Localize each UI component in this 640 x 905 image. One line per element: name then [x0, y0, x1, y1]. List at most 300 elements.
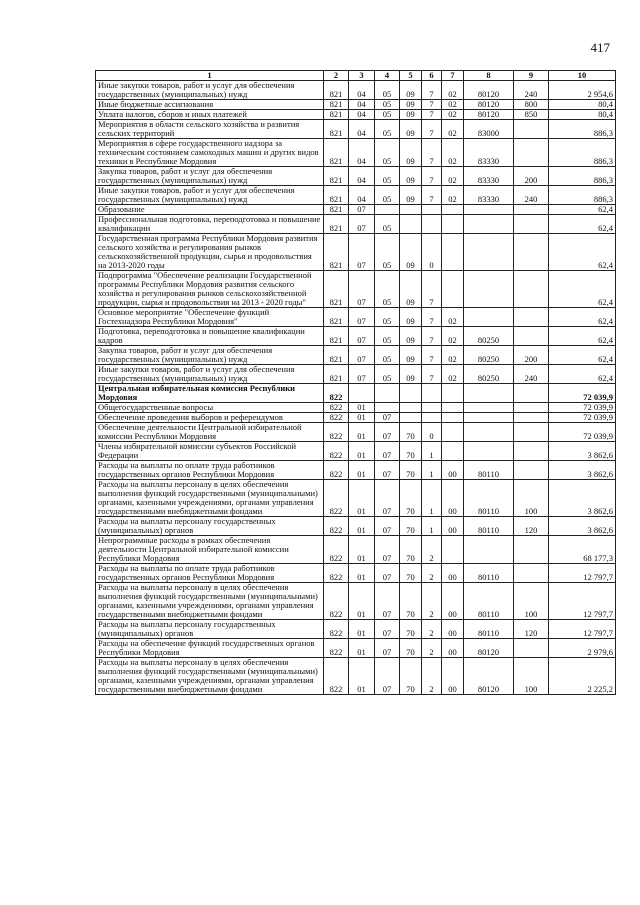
section-code-cell: 04 — [349, 81, 375, 100]
subsection-code-cell: 05 — [375, 346, 400, 365]
item-name-cell: Государственная программа Республики Мордовия развития сельского хозяйства и регулирования рынков сельскохозяйственной продукции, сырья и продовольствия на 2013-2020 годы — [96, 234, 324, 271]
subprogram-code-cell: 7 — [422, 139, 442, 167]
subsection-code-cell: 07 — [375, 564, 400, 583]
direction-code-cell — [464, 536, 514, 564]
amount-cell: 886,3 — [549, 167, 616, 186]
column-header: 7 — [442, 71, 464, 81]
subsection-code-cell: 05 — [375, 186, 400, 205]
admin-code-cell: 822 — [324, 564, 349, 583]
section-code-cell: 04 — [349, 186, 375, 205]
subsection-code-cell: 07 — [375, 480, 400, 517]
subsection-code-cell: 07 — [375, 423, 400, 442]
item-name-cell: Расходы на выплаты персоналу в целях обеспечения выполнения функций государственными (муниципальными) органами, казенными учреждениями, органами управления государственными внебюджетными фондами — [96, 583, 324, 620]
expense-type-cell — [514, 536, 549, 564]
admin-code-cell: 821 — [324, 110, 349, 120]
amount-cell: 3 862,6 — [549, 517, 616, 536]
table-row — [96, 413, 616, 423]
admin-code-cell: 822 — [324, 461, 349, 480]
admin-code-cell: 821 — [324, 186, 349, 205]
admin-code-cell: 822 — [324, 639, 349, 658]
table-row — [96, 205, 616, 215]
expense-type-cell: 240 — [514, 186, 549, 205]
program-code-cell: 09 — [400, 327, 422, 346]
amount-cell: 62,4 — [549, 271, 616, 308]
item-name-cell: Уплата налогов, сборов и иных платежей — [96, 110, 324, 120]
section-code-cell: 04 — [349, 139, 375, 167]
amount-cell: 12 797,7 — [549, 564, 616, 583]
table-row — [96, 423, 616, 442]
subprogram-code-cell: 7 — [422, 81, 442, 100]
table-row — [96, 564, 616, 583]
subprogram-code-cell: 7 — [422, 346, 442, 365]
section-code-cell: 01 — [349, 620, 375, 639]
section-code-cell: 04 — [349, 167, 375, 186]
subsection-code-cell: 07 — [375, 639, 400, 658]
section-code-cell: 01 — [349, 639, 375, 658]
program-code-cell: 70 — [400, 564, 422, 583]
subsection-code-cell: 05 — [375, 234, 400, 271]
subprogram-code-cell: 2 — [422, 639, 442, 658]
direction-code-cell — [464, 234, 514, 271]
event-code-cell: 02 — [442, 365, 464, 384]
expense-type-cell — [514, 564, 549, 583]
subsection-code-cell — [375, 205, 400, 215]
expense-type-cell: 200 — [514, 167, 549, 186]
subsection-code-cell: 05 — [375, 120, 400, 139]
event-code-cell: 00 — [442, 583, 464, 620]
section-code-cell: 01 — [349, 442, 375, 461]
item-name-cell: Непрограммные расходы в рамках обеспечения деятельности Центральной избирательной комиссии Республики Мордовия — [96, 536, 324, 564]
subprogram-code-cell — [422, 413, 442, 423]
program-code-cell: 09 — [400, 186, 422, 205]
section-code-cell: 04 — [349, 110, 375, 120]
subprogram-code-cell: 7 — [422, 167, 442, 186]
amount-cell: 886,3 — [549, 139, 616, 167]
subsection-code-cell: 05 — [375, 81, 400, 100]
column-header: 2 — [324, 71, 349, 81]
program-code-cell: 70 — [400, 620, 422, 639]
admin-code-cell: 822 — [324, 658, 349, 695]
table-row — [96, 215, 616, 234]
amount-cell: 886,3 — [549, 186, 616, 205]
expense-type-cell — [514, 215, 549, 234]
table-row — [96, 110, 616, 120]
program-code-cell: 70 — [400, 658, 422, 695]
section-code-cell: 01 — [349, 517, 375, 536]
expense-type-cell — [514, 413, 549, 423]
amount-cell: 62,4 — [549, 215, 616, 234]
section-code-cell: 01 — [349, 536, 375, 564]
expense-type-cell — [514, 327, 549, 346]
section-code-cell: 01 — [349, 564, 375, 583]
subsection-code-cell: 05 — [375, 308, 400, 327]
event-code-cell — [442, 234, 464, 271]
event-code-cell: 00 — [442, 480, 464, 517]
subprogram-code-cell: 2 — [422, 564, 442, 583]
subsection-code-cell — [375, 384, 400, 403]
table-row — [96, 480, 616, 517]
direction-code-cell: 83000 — [464, 120, 514, 139]
amount-cell: 72 039,9 — [549, 403, 616, 413]
section-code-cell: 01 — [349, 583, 375, 620]
event-code-cell: 02 — [442, 100, 464, 110]
subprogram-code-cell: 2 — [422, 583, 442, 620]
subsection-code-cell — [375, 403, 400, 413]
table-row — [96, 167, 616, 186]
subsection-code-cell: 07 — [375, 442, 400, 461]
event-code-cell — [442, 442, 464, 461]
subsection-code-cell: 05 — [375, 365, 400, 384]
item-name-cell: Профессиональная подготовка, переподготовка и повышение квалификации — [96, 215, 324, 234]
subsection-code-cell: 05 — [375, 110, 400, 120]
subprogram-code-cell: 7 — [422, 308, 442, 327]
item-name-cell: Расходы на выплаты персоналу государственных (муниципальных) органов — [96, 517, 324, 536]
expense-type-cell — [514, 442, 549, 461]
section-code-cell: 01 — [349, 413, 375, 423]
item-name-cell: Центральная избирательная комиссия Республики Мордовия — [96, 384, 324, 403]
event-code-cell: 02 — [442, 327, 464, 346]
program-code-cell: 09 — [400, 110, 422, 120]
program-code-cell: 09 — [400, 167, 422, 186]
expense-type-cell — [514, 461, 549, 480]
table-row — [96, 346, 616, 365]
admin-code-cell: 822 — [324, 536, 349, 564]
subsection-code-cell: 05 — [375, 100, 400, 110]
admin-code-cell: 821 — [324, 365, 349, 384]
direction-code-cell: 80110 — [464, 480, 514, 517]
column-header: 6 — [422, 71, 442, 81]
section-code-cell: 07 — [349, 308, 375, 327]
section-code-cell: 01 — [349, 403, 375, 413]
table-row — [96, 81, 616, 100]
program-code-cell: 09 — [400, 271, 422, 308]
column-header: 8 — [464, 71, 514, 81]
direction-code-cell — [464, 205, 514, 215]
amount-cell: 68 177,3 — [549, 536, 616, 564]
admin-code-cell: 822 — [324, 413, 349, 423]
program-code-cell — [400, 205, 422, 215]
table-row — [96, 620, 616, 639]
subprogram-code-cell: 0 — [422, 234, 442, 271]
item-name-cell: Мероприятия в области сельского хозяйства и развития сельских территорий — [96, 120, 324, 139]
event-code-cell: 02 — [442, 308, 464, 327]
item-name-cell: Расходы на выплаты по оплате труда работников государственных органов Республики Мордовия — [96, 564, 324, 583]
event-code-cell: 02 — [442, 110, 464, 120]
amount-cell: 3 862,6 — [549, 461, 616, 480]
admin-code-cell: 821 — [324, 139, 349, 167]
subsection-code-cell: 05 — [375, 139, 400, 167]
event-code-cell: 02 — [442, 346, 464, 365]
expense-type-cell: 120 — [514, 620, 549, 639]
direction-code-cell: 80250 — [464, 346, 514, 365]
program-code-cell — [400, 413, 422, 423]
direction-code-cell — [464, 413, 514, 423]
subprogram-code-cell: 7 — [422, 110, 442, 120]
direction-code-cell — [464, 442, 514, 461]
subprogram-code-cell: 1 — [422, 461, 442, 480]
program-code-cell: 09 — [400, 234, 422, 271]
expense-type-cell — [514, 120, 549, 139]
event-code-cell — [442, 215, 464, 234]
subprogram-code-cell: 2 — [422, 620, 442, 639]
item-name-cell: Иные закупки товаров, работ и услуг для обеспечения государственных (муниципальных) нужд — [96, 81, 324, 100]
direction-code-cell: 80110 — [464, 583, 514, 620]
column-header: 9 — [514, 71, 549, 81]
event-code-cell — [442, 205, 464, 215]
item-name-cell: Расходы на выплаты по оплате труда работников государственных органов Республики Мордовия — [96, 461, 324, 480]
expense-type-cell: 120 — [514, 517, 549, 536]
item-name-cell: Иные закупки товаров, работ и услуг для обеспечения государственных (муниципальных) нужд — [96, 186, 324, 205]
direction-code-cell: 80120 — [464, 81, 514, 100]
item-name-cell: Расходы на выплаты персоналу в целях обеспечения выполнения функций государственными (муниципальными) органами, казенными учреждениями, органами управления государственными внебюджетными фондами — [96, 658, 324, 695]
program-code-cell: 09 — [400, 81, 422, 100]
subprogram-code-cell: 1 — [422, 480, 442, 517]
event-code-cell: 02 — [442, 81, 464, 100]
subsection-code-cell: 05 — [375, 327, 400, 346]
program-code-cell: 09 — [400, 100, 422, 110]
direction-code-cell: 80120 — [464, 100, 514, 110]
admin-code-cell: 822 — [324, 403, 349, 413]
program-code-cell — [400, 384, 422, 403]
admin-code-cell: 822 — [324, 480, 349, 517]
amount-cell: 2 225,2 — [549, 658, 616, 695]
expense-type-cell: 850 — [514, 110, 549, 120]
subprogram-code-cell: 2 — [422, 536, 442, 564]
direction-code-cell — [464, 423, 514, 442]
expense-type-cell: 240 — [514, 365, 549, 384]
direction-code-cell: 80110 — [464, 620, 514, 639]
admin-code-cell: 822 — [324, 384, 349, 403]
subsection-code-cell: 07 — [375, 620, 400, 639]
subsection-code-cell: 07 — [375, 461, 400, 480]
section-code-cell: 07 — [349, 205, 375, 215]
program-code-cell: 70 — [400, 423, 422, 442]
event-code-cell — [442, 423, 464, 442]
table-row — [96, 186, 616, 205]
subprogram-code-cell: 7 — [422, 327, 442, 346]
direction-code-cell — [464, 271, 514, 308]
table-row — [96, 536, 616, 564]
item-name-cell: Обеспечение проведения выборов и референдумов — [96, 413, 324, 423]
amount-cell: 72 039,9 — [549, 384, 616, 403]
column-header: 1 — [96, 71, 324, 81]
item-name-cell: Мероприятия в сфере государственного надзора за техническим состоянием самоходных машин и других видов техники в Республике Мордовия — [96, 139, 324, 167]
column-header: 3 — [349, 71, 375, 81]
section-code-cell: 07 — [349, 327, 375, 346]
expense-type-cell: 100 — [514, 658, 549, 695]
event-code-cell — [442, 413, 464, 423]
event-code-cell — [442, 403, 464, 413]
admin-code-cell: 822 — [324, 442, 349, 461]
expense-type-cell: 100 — [514, 583, 549, 620]
direction-code-cell: 80110 — [464, 564, 514, 583]
section-code-cell: 01 — [349, 423, 375, 442]
event-code-cell: 02 — [442, 186, 464, 205]
admin-code-cell: 821 — [324, 120, 349, 139]
expense-type-cell — [514, 271, 549, 308]
section-code-cell: 01 — [349, 658, 375, 695]
subprogram-code-cell: 0 — [422, 423, 442, 442]
admin-code-cell: 821 — [324, 100, 349, 110]
event-code-cell: 02 — [442, 139, 464, 167]
program-code-cell: 09 — [400, 346, 422, 365]
admin-code-cell: 822 — [324, 583, 349, 620]
expense-type-cell — [514, 403, 549, 413]
section-code-cell: 01 — [349, 480, 375, 517]
section-code-cell: 04 — [349, 100, 375, 110]
section-code-cell: 07 — [349, 234, 375, 271]
subprogram-code-cell — [422, 384, 442, 403]
admin-code-cell: 822 — [324, 423, 349, 442]
item-name-cell: Члены избирательной комиссии субъектов Российской Федерации — [96, 442, 324, 461]
direction-code-cell: 83330 — [464, 167, 514, 186]
expense-type-cell: 100 — [514, 480, 549, 517]
subsection-code-cell: 07 — [375, 413, 400, 423]
program-code-cell: 09 — [400, 139, 422, 167]
event-code-cell: 00 — [442, 517, 464, 536]
table-body — [96, 81, 616, 695]
subprogram-code-cell: 7 — [422, 271, 442, 308]
program-code-cell: 70 — [400, 461, 422, 480]
event-code-cell: 00 — [442, 620, 464, 639]
item-name-cell: Общегосударственные вопросы — [96, 403, 324, 413]
direction-code-cell: 80120 — [464, 639, 514, 658]
section-code-cell: 01 — [349, 461, 375, 480]
program-code-cell: 70 — [400, 536, 422, 564]
amount-cell: 2 979,6 — [549, 639, 616, 658]
item-name-cell: Основное мероприятие "Обеспечение функций Гостехнадзора Республики Мордовия" — [96, 308, 324, 327]
section-code-cell: 07 — [349, 215, 375, 234]
amount-cell: 62,4 — [549, 365, 616, 384]
amount-cell: 62,4 — [549, 327, 616, 346]
subsection-code-cell: 05 — [375, 167, 400, 186]
direction-code-cell: 83330 — [464, 139, 514, 167]
subsection-code-cell: 07 — [375, 536, 400, 564]
subprogram-code-cell: 1 — [422, 442, 442, 461]
direction-code-cell — [464, 215, 514, 234]
item-name-cell: Подпрограмма "Обеспечение реализации Государственной программы Республики Мордовия развития сельского хозяйства и регулирования рынков сельскохозяйственной продукции, сырья и продовольствия на 2013 - 2020 годы" — [96, 271, 324, 308]
subsection-code-cell: 07 — [375, 583, 400, 620]
amount-cell: 2 954,6 — [549, 81, 616, 100]
expense-type-cell — [514, 384, 549, 403]
item-name-cell: Закупка товаров, работ и услуг для обеспечения государственных (муниципальных) нужд — [96, 167, 324, 186]
item-name-cell: Образование — [96, 205, 324, 215]
amount-cell: 12 797,7 — [549, 583, 616, 620]
event-code-cell: 00 — [442, 564, 464, 583]
subprogram-code-cell — [422, 205, 442, 215]
subprogram-code-cell: 7 — [422, 120, 442, 139]
program-code-cell: 70 — [400, 583, 422, 620]
event-code-cell: 00 — [442, 658, 464, 695]
table-row — [96, 658, 616, 695]
subprogram-code-cell: 7 — [422, 186, 442, 205]
direction-code-cell: 80110 — [464, 517, 514, 536]
item-name-cell: Иные закупки товаров, работ и услуг для обеспечения государственных (муниципальных) нужд — [96, 365, 324, 384]
table-row — [96, 639, 616, 658]
subprogram-code-cell: 1 — [422, 517, 442, 536]
expense-type-cell — [514, 639, 549, 658]
amount-cell: 72 039,9 — [549, 413, 616, 423]
table-row — [96, 100, 616, 110]
subsection-code-cell: 05 — [375, 215, 400, 234]
table-row — [96, 120, 616, 139]
admin-code-cell: 821 — [324, 81, 349, 100]
column-header: 5 — [400, 71, 422, 81]
page-number: 417 — [590, 40, 610, 55]
event-code-cell — [442, 271, 464, 308]
table-row — [96, 517, 616, 536]
item-name-cell: Расходы на выплаты персоналу государственных (муниципальных) органов — [96, 620, 324, 639]
direction-code-cell — [464, 308, 514, 327]
table-row — [96, 271, 616, 308]
direction-code-cell: 80120 — [464, 110, 514, 120]
event-code-cell — [442, 536, 464, 564]
budget-table — [95, 70, 616, 695]
direction-code-cell — [464, 384, 514, 403]
direction-code-cell: 83330 — [464, 186, 514, 205]
expense-type-cell: 200 — [514, 346, 549, 365]
table-row — [96, 403, 616, 413]
table-row — [96, 308, 616, 327]
amount-cell: 3 862,6 — [549, 480, 616, 517]
event-code-cell — [442, 384, 464, 403]
program-code-cell: 70 — [400, 639, 422, 658]
admin-code-cell: 821 — [324, 346, 349, 365]
direction-code-cell: 80110 — [464, 461, 514, 480]
table-row — [96, 442, 616, 461]
item-name-cell: Подготовка, переподготовка и повышение квалификации кадров — [96, 327, 324, 346]
section-code-cell: 07 — [349, 346, 375, 365]
table-row — [96, 327, 616, 346]
table-row — [96, 583, 616, 620]
subprogram-code-cell: 2 — [422, 658, 442, 695]
expense-type-cell — [514, 308, 549, 327]
amount-cell: 62,4 — [549, 346, 616, 365]
admin-code-cell: 821 — [324, 327, 349, 346]
subsection-code-cell: 07 — [375, 517, 400, 536]
subsection-code-cell: 07 — [375, 658, 400, 695]
expense-type-cell — [514, 205, 549, 215]
amount-cell: 80,4 — [549, 100, 616, 110]
event-code-cell: 00 — [442, 461, 464, 480]
table-row — [96, 234, 616, 271]
table-row — [96, 365, 616, 384]
program-code-cell — [400, 403, 422, 413]
admin-code-cell: 821 — [324, 167, 349, 186]
amount-cell: 12 797,7 — [549, 620, 616, 639]
direction-code-cell: 80250 — [464, 327, 514, 346]
amount-cell: 62,4 — [549, 308, 616, 327]
section-code-cell — [349, 384, 375, 403]
section-code-cell: 07 — [349, 365, 375, 384]
event-code-cell: 02 — [442, 120, 464, 139]
item-name-cell: Расходы на выплаты персоналу в целях обеспечения выполнения функций государственными (муниципальными) органами, казенными учреждениями, органами управления государственными внебюджетными фондами — [96, 480, 324, 517]
column-header: 10 — [549, 71, 616, 81]
expense-type-cell: 240 — [514, 81, 549, 100]
program-code-cell: 09 — [400, 365, 422, 384]
program-code-cell: 70 — [400, 480, 422, 517]
program-code-cell: 09 — [400, 120, 422, 139]
admin-code-cell: 821 — [324, 215, 349, 234]
subprogram-code-cell — [422, 403, 442, 413]
table-header-row — [96, 71, 616, 81]
expense-type-cell: 800 — [514, 100, 549, 110]
expense-type-cell — [514, 234, 549, 271]
column-header: 4 — [375, 71, 400, 81]
event-code-cell: 00 — [442, 639, 464, 658]
subprogram-code-cell: 7 — [422, 100, 442, 110]
amount-cell: 62,4 — [549, 205, 616, 215]
